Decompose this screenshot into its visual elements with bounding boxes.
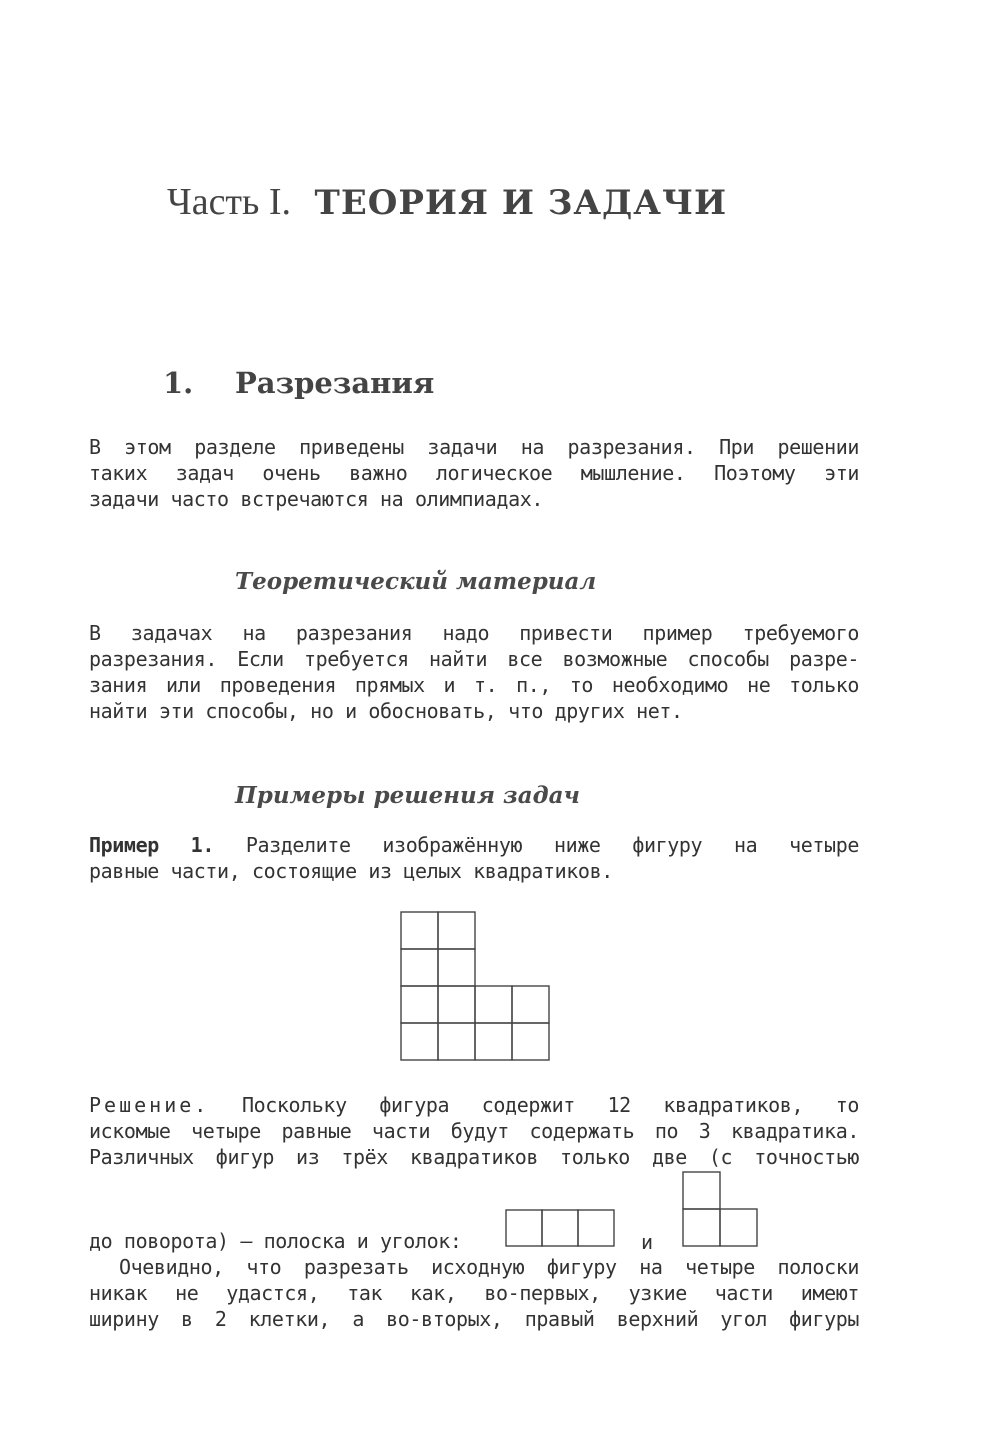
solution-continued bbox=[89, 1254, 859, 1332]
intro-line: задачи часто встречаются на олимпиадах. bbox=[89, 487, 543, 511]
section-name: Разрезания bbox=[235, 366, 435, 400]
example1-line: равные части, состоящие из целых квадратиков. bbox=[89, 859, 613, 883]
theory-paragraph bbox=[89, 620, 859, 724]
grid-cell bbox=[401, 949, 438, 986]
intro-paragraph bbox=[89, 434, 859, 512]
solution-line: никак не удастся, так как, во-первых, узкие части имеют bbox=[89, 1281, 859, 1305]
part-label: Часть I. bbox=[167, 181, 292, 223]
solution-line: искомые четыре равные части будут содержать по 3 квадратика. bbox=[89, 1119, 859, 1143]
example1-label: Пример 1. bbox=[89, 833, 214, 857]
strip-cell bbox=[506, 1210, 542, 1246]
example1-text: Разделите изображённую ниже фигуру на четыре bbox=[245, 833, 859, 857]
grid-cell bbox=[438, 912, 475, 949]
grid-cell bbox=[475, 1023, 512, 1060]
solution-line: Различных фигур из трёх квадратиков только две (с точностью bbox=[89, 1145, 859, 1169]
theory-heading: Теоретический материал bbox=[235, 568, 597, 595]
example1-paragraph bbox=[89, 832, 859, 884]
theory-line: зания или проведения прямых и т. п., то необходимо не только bbox=[89, 673, 859, 697]
and-word: и bbox=[641, 1230, 654, 1254]
corner-cell bbox=[683, 1209, 720, 1246]
l-shape-grid bbox=[400, 911, 552, 1063]
strip-cell bbox=[542, 1210, 578, 1246]
solution-line: ширину в 2 клетки, а во-вторых, правый верхний угол фигуры bbox=[89, 1307, 859, 1331]
corner-cell bbox=[720, 1209, 757, 1246]
solution-label: Решение. bbox=[89, 1093, 210, 1117]
solution-line-shapes bbox=[89, 1228, 509, 1254]
part-name: ТЕОРИЯ И ЗАДАЧИ bbox=[314, 183, 728, 223]
section-number: 1. bbox=[163, 366, 194, 400]
theory-line: найти эти способы, но и обосновать, что других нет. bbox=[89, 699, 683, 723]
grid-cell bbox=[512, 1023, 549, 1060]
intro-line: В этом разделе приведены задачи на разрезания. При решении bbox=[89, 435, 859, 459]
solution-line bbox=[89, 1092, 859, 1118]
grid-cell bbox=[401, 986, 438, 1023]
part-title bbox=[167, 180, 867, 224]
example1-line bbox=[89, 832, 859, 858]
solution-text: Поскольку фигура содержит 12 квадратиков, то bbox=[241, 1093, 859, 1117]
examples-heading: Примеры решения задач bbox=[235, 782, 580, 809]
corner-shape bbox=[682, 1171, 758, 1251]
grid-cell bbox=[475, 986, 512, 1023]
l-shape-figure bbox=[400, 911, 552, 1063]
strip-grid bbox=[505, 1209, 617, 1247]
grid-cell bbox=[401, 1023, 438, 1060]
section-title bbox=[163, 366, 434, 400]
solution-line: Очевидно, что разрезать исходную фигуру на четыре полоски bbox=[119, 1255, 859, 1279]
grid-cell bbox=[512, 986, 549, 1023]
grid-cell bbox=[438, 1023, 475, 1060]
strip-shape bbox=[505, 1209, 617, 1251]
strip-cell bbox=[578, 1210, 614, 1246]
corner-grid bbox=[682, 1171, 758, 1247]
intro-line: таких задач очень важно логическое мышление. Поэтому эти bbox=[89, 461, 859, 485]
grid-cell bbox=[438, 986, 475, 1023]
theory-line: В задачах на разрезания надо привести пример требуемого bbox=[89, 621, 859, 645]
grid-cell bbox=[401, 912, 438, 949]
solution-paragraph bbox=[89, 1092, 859, 1170]
grid-cell bbox=[438, 949, 475, 986]
solution-line: до поворота) — полоска и уголок: bbox=[89, 1229, 462, 1253]
theory-line: разрезания. Если требуется найти все возможные способы разре- bbox=[89, 647, 859, 671]
corner-cell bbox=[683, 1172, 720, 1209]
